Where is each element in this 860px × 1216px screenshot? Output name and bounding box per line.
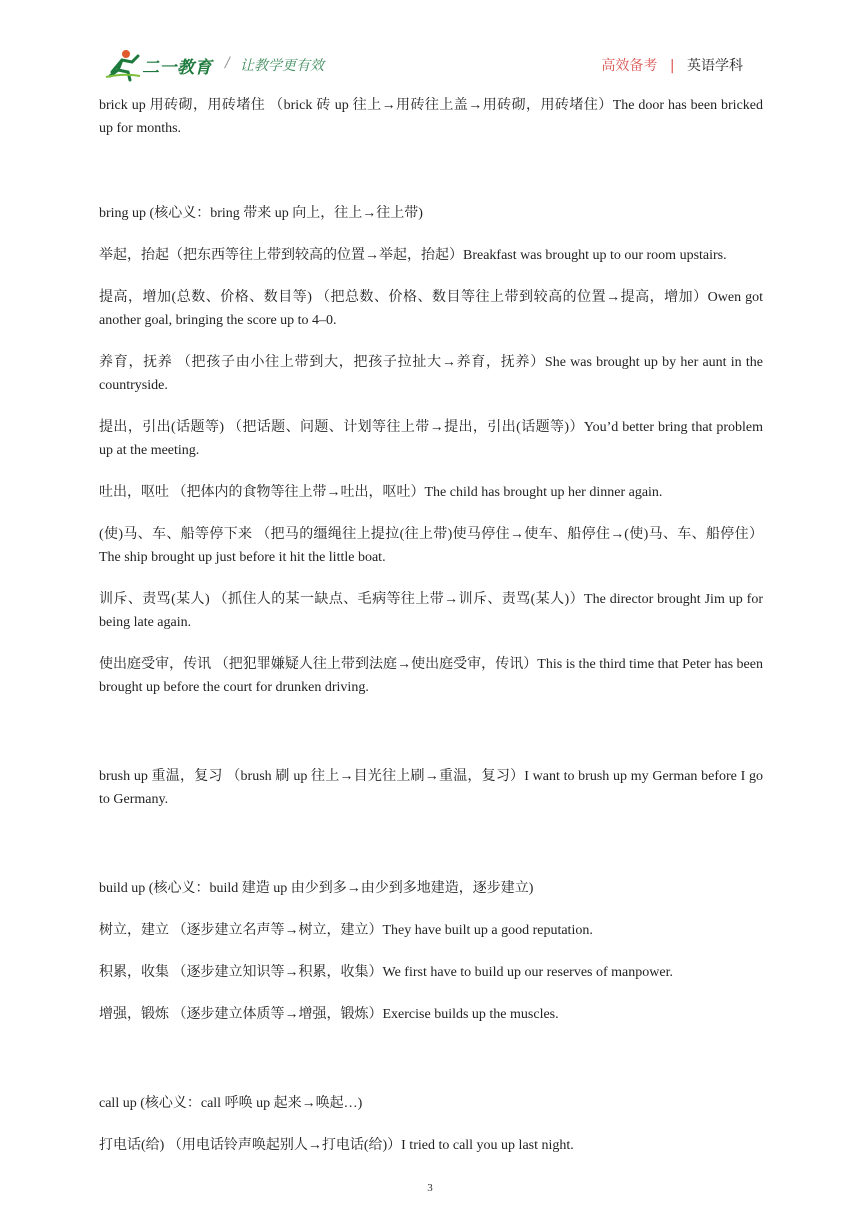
entry-build-up-heading: build up (核心义：build 建造 up 由少到多→由少到多地建造，逐步建立) [99, 881, 534, 896]
entry-bring-up-sense: 训斥、责骂(某人) （抓住人的某一缺点、毛病等往上带→训斥、责骂(某人)）The director brought Jim up for being late again. [99, 592, 763, 630]
logo-text: 二一教育 [142, 58, 212, 78]
header-divider: | [669, 58, 675, 74]
document-body [99, 94, 763, 1176]
entry-bring-up-heading: bring up (核心义：bring 带来 up 向上，往上→往上带) [99, 206, 423, 221]
exam-label: 高效备考 [601, 58, 658, 74]
subject-label: 英语学科 [687, 58, 743, 74]
entry-brick-up: brick up 用砖砌，用砖堵住 （brick 砖 up 往上→用砖往上盖→用砖砌，用砖堵住）The door has been bricked up for months. [99, 98, 763, 136]
entry-bring-up-sense: (使)马、车、船等停下来 （把马的缰绳往上提拉(往上带)使马停住→使车、船停住→(使)马、车、船停住）The ship brought up just before it hit the little boat. [99, 527, 763, 565]
slogan: 让教学更有效 [240, 58, 324, 74]
spacer [99, 159, 763, 202]
page-number: 3 [427, 1182, 433, 1194]
entry-build-up-sense: 增强，锻炼 （逐步建立体质等→增强，锻炼）Exercise builds up the muscles. [99, 1007, 559, 1022]
entry-build-up-sense: 积累，收集 （逐步建立知识等→积累，收集）We first have to build up our reserves of manpower. [99, 965, 673, 980]
slogan-separator: / [225, 55, 230, 71]
entry-bring-up-sense: 使出庭受审，传讯 （把犯罪嫌疑人往上带到法庭→使出庭受审，传讯）This is the third time that Peter has been brought up before the court for drunken driving. [99, 657, 763, 695]
spacer [99, 830, 763, 877]
entry-call-up-heading: call up (核心义：call 呼唤 up 起来→唤起…) [99, 1096, 363, 1111]
entry-bring-up-sense: 养育，抚养 （把孩子由小往上带到大，把孩子拉扯大→养育，抚养）She was brought up by her aunt in the countryside. [99, 355, 763, 393]
page-header [0, 0, 860, 90]
entry-brush-up: brush up 重温，复习 （brush 刷 up 往上→目光往上刷→重温，复习）I want to brush up my German before I go to Germany. [99, 769, 763, 807]
spacer [99, 718, 763, 765]
entry-bring-up-sense: 提出，引出(话题等) （把话题、问题、计划等往上带→提出，引出(话题等)）You’d better bring that problem up at the meeting. [99, 420, 763, 458]
spacer [99, 1045, 763, 1092]
entry-build-up-sense: 树立，建立 （逐步建立名声等→树立，建立）They have built up a good reputation. [99, 923, 593, 938]
header-right [601, 55, 743, 75]
entry-bring-up-sense: 举起，抬起（把东西等往上带到较高的位置→举起，抬起）Breakfast was brought up to our room upstairs. [99, 248, 727, 263]
entry-call-up-sense: 打电话(给) （用电话铃声唤起别人→打电话(给)）I tried to call you up last night. [99, 1138, 574, 1153]
entry-bring-up-sense: 提高，增加(总数、价格、数目等) （把总数、价格、数目等往上带到较高的位置→提高，增加）Owen got another goal, bringing the score up to 4–0. [99, 290, 763, 328]
entry-bring-up-sense: 吐出，呕吐 （把体内的食物等往上带→吐出，呕吐）The child has brought up her dinner again. [99, 485, 663, 500]
